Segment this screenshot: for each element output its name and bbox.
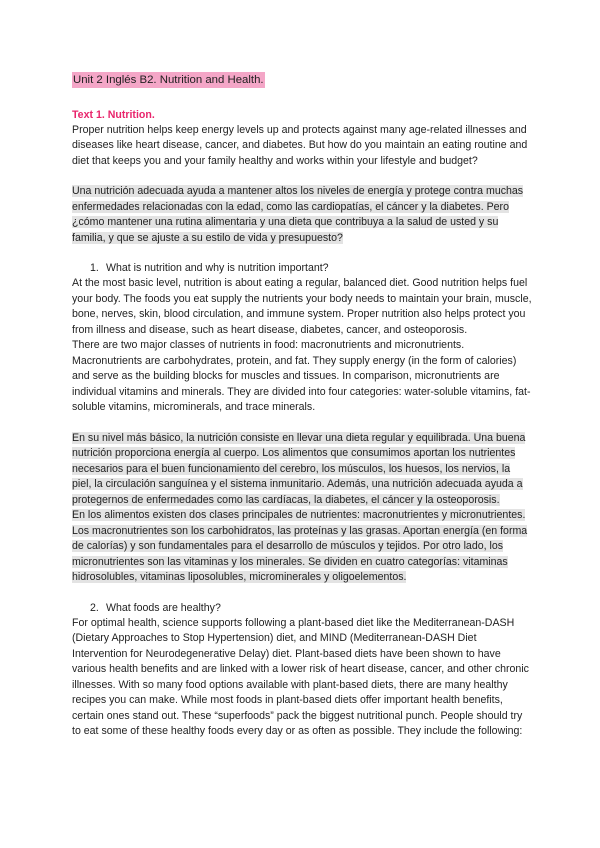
document-title: Unit 2 Inglés B2. Nutrition and Health.: [73, 74, 264, 86]
q1-es1-highlight: En su nivel más básico, la nutrición consiste en llevar una dieta regular y equilibrada. Una buena nutrición proporciona energía al cuerpo. Los alimentos que consumimos aportan los nutrientes necesarios para el buen funcionamiento del cerebro, los músculos, los huesos, los nervios, la piel, la circulación sanguínea y el sistema inmunitario. Además, una nutrición adecuada ayuda a protegernos de enfermedades como las cardíacas, la diabetes, el cáncer y la osteoporosis.: [72, 431, 526, 506]
q1-paragraph-2: There are two major classes of nutrients in food: macronutrients and micronutrients. Macronutrients are carbohydrates, protein, and fat. They supply energy (in the form of calories) and serve as the building blocks for muscles and tissues. In comparison, micronutrients are individual vitamins and minerals. They are divided into four categories: water-soluble vitamins, fat-soluble vitamins, microminerals, and trace minerals.: [72, 339, 531, 413]
intro-es-highlight: Una nutrición adecuada ayuda a mantener altos los niveles de energía y protege contra muchas enfermedades relacionadas con la edad, como las cardiopatías, el cáncer y la diabetes. Pero ¿cómo mantener una rutina alimentaria y una dieta que contribuya a la salud de usted y su familia, y que se ajuste a su estilo de vida y presupuesto?: [72, 185, 524, 244]
q1-paragraph-es-2: [72, 508, 532, 586]
q1-es2-highlight: En los alimentos existen dos clases principales de nutrientes: macronutrientes y micronutrientes. Los macronutrientes son los carbohidratos, las proteínas y las grasas. Aportan energía (en forma de calorías) y son fundamentales para el desarrollo de músculos y tejidos. Por otro lado, los micronutrientes son las vitaminas y los minerales. Se dividen en cuatro categorías: vitaminas hidrosolubles, vitaminas liposolubles, microminerales y oligoelementos.: [72, 509, 528, 583]
intro-paragraph-en: Proper nutrition helps keep energy levels up and protects against many age-related illnesses and diseases like heart disease, cancer, and diabetes. But how do you maintain an eating routine and diet that keeps you and your family healthy and works within your lifestyle and budget?: [72, 123, 528, 167]
intro-paragraph-es: [72, 184, 532, 246]
question-2-text: What foods are healthy?: [106, 601, 221, 614]
q1-paragraph-1: At the most basic level, nutrition is about eating a regular, balanced diet. Good nutrition helps fuel your body. The foods you eat supply the nutrients your body needs to maintain your brain, muscle, bone, nerves, skin, blood circulation, and immune system. Proper nutrition also helps protect you from illness and disease, such as heart disease, diabetes, cancer, and osteoporosis.: [72, 277, 532, 336]
question-1: [72, 261, 532, 276]
q1-paragraph-es-1: [72, 431, 532, 509]
document-body: [72, 72, 532, 740]
question-1-number: 1.: [90, 262, 99, 274]
question-1-text: What is nutrition and why is nutrition important?: [106, 262, 329, 274]
question-2-number: 2.: [90, 601, 99, 614]
q2-paragraph-1: For optimal health, science supports following a plant-based diet like the Mediterranean-DASH (Dietary Approaches to Stop Hypertension) diet, and MIND (Mediterranean-DASH Diet Intervention for Neurodegenerative Delay) diet. Plant-based diets have been shown to have various health benefits and are linked with a lower risk of heart disease, cancer, and other chronic illnesses. With so many food options available with plant-based diets, there are many healthy recipes you can make. While most foods in plant-based diets offer important health benefits, certain ones stand out. These “superfoods” pack the biggest nutritional punch. People should try to eat some of these healthy foods every day or as often as possible. They include the following:: [72, 616, 529, 737]
section-heading: Text 1. Nutrition.: [72, 108, 155, 121]
question-2: [72, 601, 532, 616]
